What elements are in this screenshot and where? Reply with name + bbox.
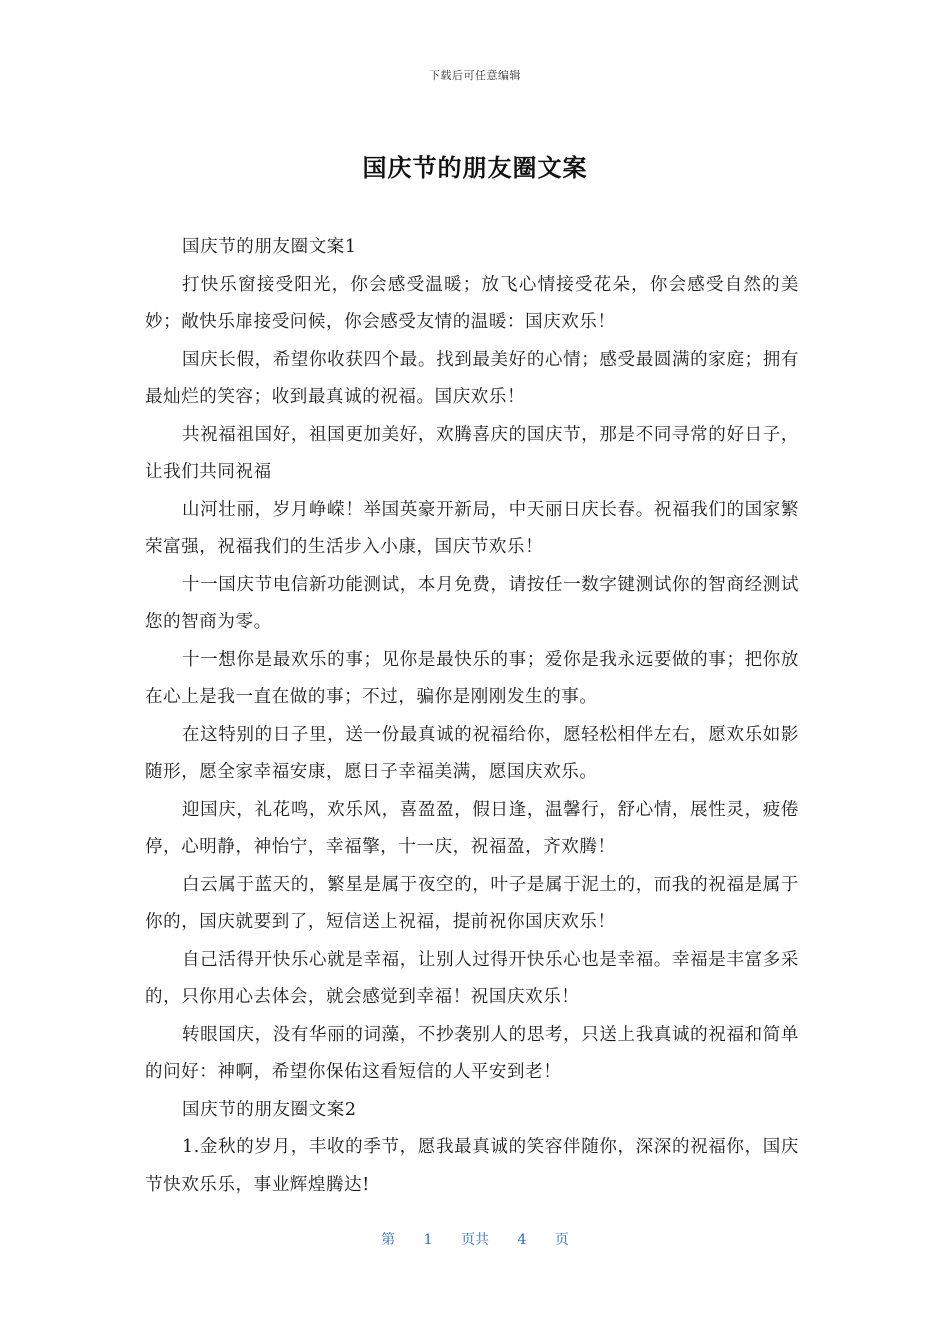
paragraph: 共祝福祖国好，祖国更加美好，欢腾喜庆的国庆节，那是不同寻常的好日子，让我们共同祝福 bbox=[145, 424, 799, 482]
section-heading-1: 国庆节的朋友圈文案1 bbox=[182, 237, 357, 257]
paragraph: 十一想你是最欢乐的事；见你是最快乐的事；爱你是我永远要做的事；把你放在心上是我一直在做的事；不过，骗你是刚刚发生的事。 bbox=[145, 649, 799, 707]
paragraph: 转眼国庆，没有华丽的词藻，不抄袭别人的思考，只送上我真诚的祝福和简单的问好：神啊，希望你保佑这看短信的人平安到老！ bbox=[145, 1024, 799, 1082]
page-number-footer bbox=[0, 1229, 950, 1249]
page-label-prefix: 第 bbox=[381, 1232, 396, 1248]
paragraph: 自己活得开快乐心就是幸福，让别人过得开快乐心也是幸福。幸福是丰富多采的，只你用心去体会，就会感觉到幸福！祝国庆欢乐！ bbox=[145, 949, 799, 1007]
paragraph: 迎国庆，礼花鸣，欢乐风，喜盈盈，假日逢，温馨行，舒心情，展性灵，疲倦停，心明静，神怡宁，幸福擎，十一庆，祝福盈，齐欢腾！ bbox=[145, 799, 799, 857]
page-label-mid: 页共 bbox=[461, 1232, 489, 1248]
page-total: 4 bbox=[517, 1232, 527, 1248]
document-title: 国庆节的朋友圈文案 bbox=[362, 154, 588, 182]
page-current: 1 bbox=[423, 1232, 433, 1248]
header-note: 下载后可任意编辑 bbox=[429, 69, 521, 82]
paragraph: 打快乐窗接受阳光，你会感受温暖；放飞心情接受花朵，你会感受自然的美妙；敞快乐扉接受问候，你会感受友情的温暖：国庆欢乐！ bbox=[145, 274, 799, 332]
paragraph: 在这特别的日子里，送一份最真诚的祝福给你，愿轻松相伴左右，愿欢乐如影随形，愿全家幸福安康，愿日子幸福美满，愿国庆欢乐。 bbox=[145, 724, 799, 782]
page-label-suffix: 页 bbox=[554, 1232, 569, 1248]
document-body bbox=[145, 229, 799, 1204]
paragraph: 1.金秋的岁月，丰收的季节，愿我最真诚的笑容伴随你，深深的祝福你，国庆节快欢乐乐，事业辉煌腾达! bbox=[145, 1137, 799, 1195]
section-heading-2: 国庆节的朋友圈文案2 bbox=[182, 1099, 357, 1120]
paragraph: 白云属于蓝天的，繁星是属于夜空的，叶子是属于泥土的，而我的祝福是属于你的，国庆就要到了，短信送上祝福，提前祝你国庆欢乐！ bbox=[145, 874, 799, 932]
paragraph: 国庆长假，希望你收获四个最。找到最美好的心情；感受最圆满的家庭；拥有最灿烂的笑容；收到最真诚的祝福。国庆欢乐！ bbox=[145, 349, 799, 407]
paragraph: 山河壮丽，岁月峥嵘！举国英豪开新局，中天丽日庆长春。祝福我们的国家繁荣富强，祝福我们的生活步入小康，国庆节欢乐！ bbox=[145, 499, 799, 557]
paragraph: 十一国庆节电信新功能测试，本月免费，请按任一数字键测试你的智商经测试您的智商为零。 bbox=[145, 574, 799, 632]
